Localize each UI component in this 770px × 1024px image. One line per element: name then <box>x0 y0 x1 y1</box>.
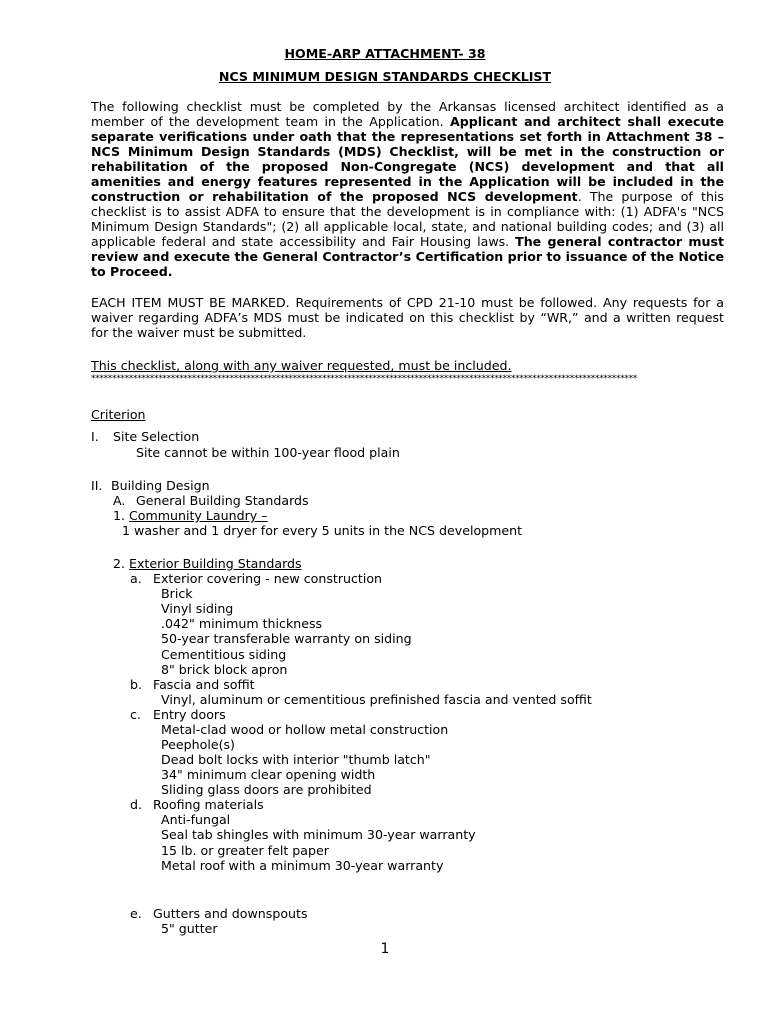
list-item: 34" minimum clear opening width <box>161 767 376 782</box>
inclusion-note: This checklist, along with any waiver requested, must be included. <box>91 358 512 373</box>
laundry-dash: – <box>261 508 268 523</box>
item-e-title: Gutters and downspouts <box>153 906 308 921</box>
list-item: 50-year transferable warranty on siding <box>161 631 412 646</box>
list-item: 5" gutter <box>161 921 218 936</box>
section-1-item: Site cannot be within 100-year flood plain <box>136 445 400 460</box>
criterion-heading: Criterion <box>91 407 146 422</box>
section-1-number: I. <box>91 429 99 444</box>
intro-text-1: The following checklist must be completed by the Arkansas licensed architect identified as a member of the development team in the Application. <box>91 99 724 129</box>
list-item: Vinyl siding <box>161 601 234 616</box>
subsection-a-title: General Building Standards <box>136 493 309 508</box>
laundry-item: 1 washer and 1 dryer for every 5 units in the NCS development <box>122 523 523 538</box>
item-c-title: Entry doors <box>153 707 226 722</box>
document-title: HOME-ARP ATTACHMENT- 38 <box>284 46 486 61</box>
list-item: Vinyl, aluminum or cementitious prefinished fascia and vented soffit <box>161 692 592 707</box>
intro-text-3: . The purpose of this checklist is to assist ADFA to ensure that the development is in compliance with: (1) ADFA's "NCS Minimum Design Standards"; (2) all applicable local, state, and national building codes; and (3) all applicable federal and state accessibility and Fair Housing laws. <box>91 189 724 249</box>
list-item: Seal tab shingles with minimum 30-year warranty <box>161 827 476 842</box>
exterior-number: 2. <box>113 556 126 571</box>
list-item: Brick <box>161 586 193 601</box>
item-c-letter: c. <box>130 707 141 722</box>
item-d-title: Roofing materials <box>153 797 264 812</box>
item-a-title: Exterior covering - new construction <box>153 571 383 586</box>
list-item: 15 lb. or greater felt paper <box>161 843 329 858</box>
intro-text-4-bold: The general contractor must review and execute the General Contractor’s Certification prior to issuance of the Notice to Proceed. <box>91 234 725 279</box>
section-1-title: Site Selection <box>113 429 200 444</box>
exterior-title: Exterior Building Standards <box>129 556 302 571</box>
item-e-letter: e. <box>130 906 142 921</box>
list-item: Peephole(s) <box>161 737 235 752</box>
list-item: 8" brick block apron <box>161 662 288 677</box>
item-b-letter: b. <box>130 677 142 692</box>
section-2-number: II. <box>91 478 103 493</box>
section-2-title: Building Design <box>111 478 210 493</box>
list-item: Cementitious siding <box>161 647 287 662</box>
subsection-a-letter: A. <box>113 493 126 508</box>
list-item: Sliding glass doors are prohibited <box>161 782 372 797</box>
item-d-letter: d. <box>130 797 142 812</box>
intro-text-2-bold: Applicant and architect shall execute separate verifications under oath that the representations set forth in Attachment 38 – NCS Minimum Design Standards (MDS) Checklist, will be met in the construction or rehabilitation of the proposed Non-Congregate (NCS) development and that all amenities and energy features represented in the Application will be included in the construction or rehabilitation of the proposed NCS development <box>91 114 724 204</box>
laundry-title: Community Laundry <box>129 508 262 523</box>
page-number: 1 <box>380 941 390 957</box>
list-item: Dead bolt locks with interior "thumb latch" <box>161 752 431 767</box>
document-subtitle: NCS MINIMUM DESIGN STANDARDS CHECKLIST <box>218 69 552 84</box>
requirements-paragraph: EACH ITEM MUST BE MARKED. Requirements of CPD 21-10 must be followed. Any requests for a waiver regarding ADFA’s MDS must be indicated on this checklist by “WR,” and a written request for the waiver must be submitted. <box>91 295 724 340</box>
intro-paragraph <box>91 99 724 279</box>
list-item: Metal-clad wood or hollow metal construction <box>161 722 449 737</box>
list-item: Anti-fungal <box>161 812 231 827</box>
list-item: Metal roof with a minimum 30-year warranty <box>161 858 444 873</box>
item-b-title: Fascia and soffit <box>153 677 255 692</box>
laundry-number: 1. <box>113 508 126 523</box>
laundry-heading <box>129 508 268 523</box>
list-item: .042" minimum thickness <box>161 616 323 631</box>
asterisk-divider: ********************************************************************************************************************************** <box>91 374 638 384</box>
item-a-letter: a. <box>130 571 142 586</box>
